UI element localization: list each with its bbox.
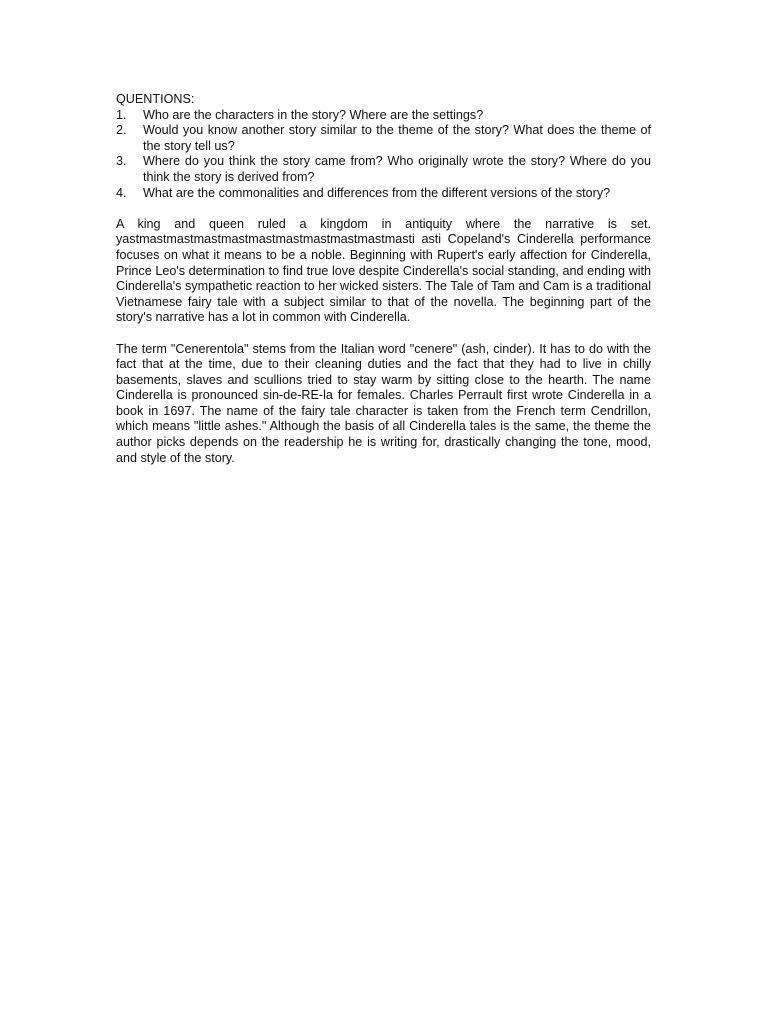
question-text: Where do you think the story came from? Who originally wrote the story? Where do you think the story is derived from? [143, 154, 651, 184]
questions-heading: QUENTIONS: [116, 92, 195, 106]
questions-list [116, 108, 651, 202]
question-text: What are the commonalities and differences from the different versions of the story? [143, 185, 611, 200]
question-item [116, 123, 651, 154]
document-page [116, 92, 651, 466]
question-text: Would you know another story similar to the theme of the story? What does the theme of the story tell us? [143, 123, 651, 153]
question-number: 4. [116, 185, 127, 200]
question-number: 3. [116, 154, 127, 169]
body-paragraph: A king and queen ruled a kingdom in antiquity where the narrative is set. yastmastmastmastmastmastmastmastmastmastmasti asti Copeland's Cinderella performance focuses on what it means to be a noble. Beginning with Rupert's early affection for Cinderella, Prince Leo's determination to find true love despite Cinderella's social standing, and ending with Cinderella's sympathetic reaction to her wicked sisters. The Tale of Tam and Cam is a traditional Vietnamese fairy tale with a subject similar to that of the novella. The beginning part of the story's narrative has a lot in common with Cinderella. [116, 216, 651, 325]
question-item [116, 108, 651, 124]
question-item [116, 186, 651, 202]
question-number: 1. [116, 107, 127, 122]
question-text: Who are the characters in the story? Where are the settings? [143, 107, 484, 122]
question-number: 2. [116, 123, 127, 138]
body-paragraph: The term "Cenerentola" stems from the Italian word "cenere" (ash, cinder). It has to do with the fact that at the time, due to their cleaning duties and the fact that they had to live in chilly basements, slaves and scullions tried to stay warm by sitting close to the hearth. The name Cinderella is pronounced sin-de-RE-la for females. Charles Perrault first wrote Cinderella in a book in 1697. The name of the fairy tale character is taken from the French term Cendrillon, which means "little ashes." Although the basis of all Cinderella tales is the same, the theme the author picks depends on the readership he is writing for, drastically changing the tone, mood, and style of the story. [116, 341, 651, 465]
question-item [116, 154, 651, 185]
